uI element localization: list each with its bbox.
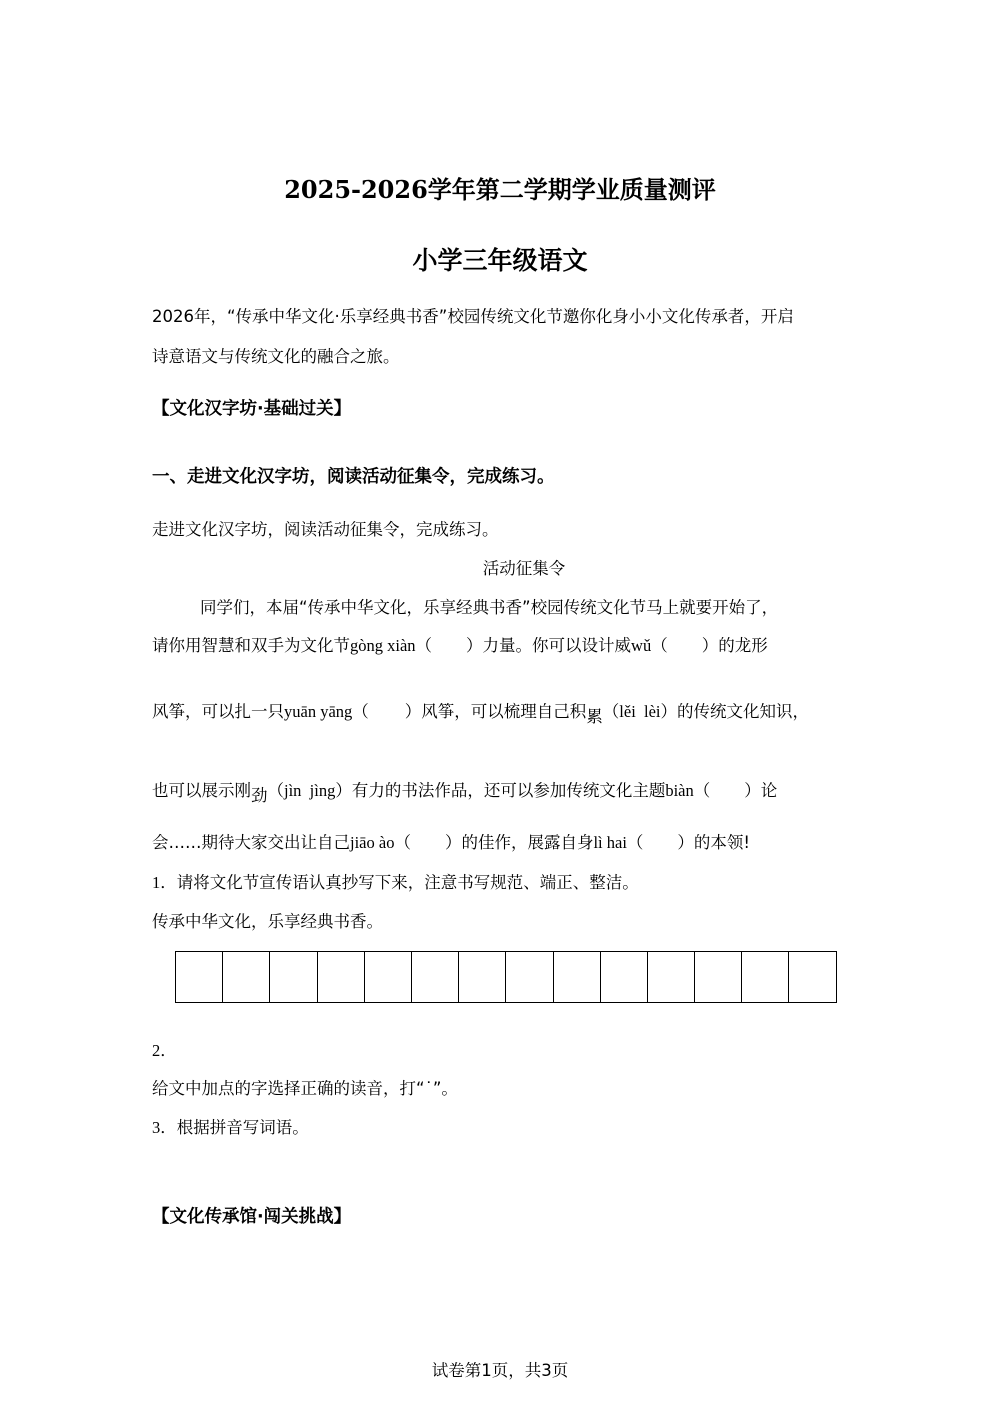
passage-text: 风筝，可以扎一只 <box>152 702 284 721</box>
writing-grid-cell[interactable] <box>506 952 553 1002</box>
passage-text: 会……期待大家交出让自己 <box>152 833 350 852</box>
sub-question-2-text <box>152 1075 458 1099</box>
sub-question-2-number: 2． <box>152 1041 177 1060</box>
dotted-character: 累 <box>586 707 603 726</box>
question-number: 1． <box>152 873 177 892</box>
dotted-character: 劲 <box>251 786 268 805</box>
slogan-text: 传承中华文化，乐享经典书香。 <box>152 912 383 931</box>
writing-grid <box>175 951 837 1003</box>
passage-text: ）力量。你可以设计威 <box>466 636 632 655</box>
passage-text: ）的本领! <box>677 833 751 852</box>
question-number: 3． <box>152 1118 177 1137</box>
sub-question-3 <box>152 1114 309 1138</box>
pinyin-prompt: jiāo ào <box>350 833 395 852</box>
pinyin-prompt: yuān yāng <box>284 702 353 721</box>
dot-mark: ˙ <box>424 1079 433 1098</box>
writing-grid-cell[interactable] <box>789 952 836 1002</box>
passage-line-1: 同学们，本届“传承中华文化，乐享经典书香”校园传统文化节马上就要开始了， <box>200 598 779 617</box>
passage-text: ）的佳作，展露自身 <box>444 833 594 852</box>
section-heading-basics: 【文化汉字坊·基础过关】 <box>152 399 352 419</box>
passage-line-4 <box>152 777 778 805</box>
passage-text: ）的传统文化知识， <box>660 702 810 721</box>
passage-text: ）风筝，可以梳理自己积 <box>404 702 587 721</box>
writing-grid-cell[interactable] <box>412 952 459 1002</box>
paren-open: （ <box>415 636 433 655</box>
intro-line-2: 诗意语文与传统文化的融合之旅。 <box>152 347 400 366</box>
passage-text: 请你用智慧和双手为文化节 <box>152 636 350 655</box>
paren-open: （ <box>651 636 668 655</box>
pronunciation-options[interactable]: jìn jìng <box>284 781 336 800</box>
writing-grid-cell[interactable] <box>223 952 270 1002</box>
question-text: 请将文化节宣传语认真抄写下来，注意书写规范、端正、整洁。 <box>176 873 639 892</box>
writing-grid-cell[interactable] <box>318 952 365 1002</box>
paren-open: （ <box>602 702 620 721</box>
pinyin-prompt: biàn <box>665 781 694 800</box>
pronunciation-options[interactable]: lěi lèi <box>619 702 661 721</box>
intro-line-1: 2026年，“传承中华文化·乐享经典书香”校园传统文化节邀你化身小小文化传承者，开启 <box>152 307 794 326</box>
page-footer: 试卷第1页，共3页 <box>431 1361 569 1380</box>
writing-grid-cell[interactable] <box>270 952 317 1002</box>
question-text: 根据拼音写词语。 <box>176 1118 309 1137</box>
section-heading-challenge: 【文化传承馆·闯关挑战】 <box>152 1207 352 1227</box>
pinyin-prompt: lì hai <box>593 833 627 852</box>
question-text: 给文中加点的字选择正确的读音，打“ <box>152 1079 425 1098</box>
exam-subtitle: 小学三年级语文 <box>412 246 588 275</box>
passage-text: ）有力的书法作品，还可以参加传统文化主题 <box>335 781 666 800</box>
writing-grid-cell[interactable] <box>742 952 789 1002</box>
pinyin-prompt: gòng xiàn <box>350 636 416 655</box>
paren-open: （ <box>352 702 369 721</box>
question-1-lead: 走进文化汉字坊，阅读活动征集令，完成练习。 <box>152 520 499 539</box>
writing-grid-cell[interactable] <box>695 952 742 1002</box>
passage-line-2 <box>152 632 768 656</box>
passage-text: 也可以展示刚 <box>152 781 251 800</box>
paren-open: （ <box>626 833 644 852</box>
sub-question-1 <box>152 869 639 893</box>
writing-grid-cell[interactable] <box>648 952 695 1002</box>
passage-text: ）的龙形 <box>701 636 768 655</box>
writing-grid-cell[interactable] <box>554 952 601 1002</box>
writing-grid-cell[interactable] <box>459 952 506 1002</box>
writing-grid-cell[interactable] <box>176 952 223 1002</box>
passage-text: ）论 <box>744 781 778 800</box>
pinyin-prompt: wǔ <box>631 636 652 655</box>
writing-grid-cell[interactable] <box>601 952 648 1002</box>
passage-title: 活动征集令 <box>482 559 566 578</box>
writing-grid-cell[interactable] <box>365 952 412 1002</box>
paren-open: （ <box>394 833 411 852</box>
question-1-heading: 一、走进文化汉字坊，阅读活动征集令，完成练习。 <box>152 467 555 487</box>
paren-open: （ <box>693 781 711 800</box>
paren-open: （ <box>267 781 284 800</box>
exam-title: 2025-2026学年第二学期学业质量测评 <box>284 175 716 204</box>
question-text: ”。 <box>432 1079 458 1098</box>
passage-line-3 <box>152 698 810 726</box>
passage-line-5 <box>152 829 750 853</box>
